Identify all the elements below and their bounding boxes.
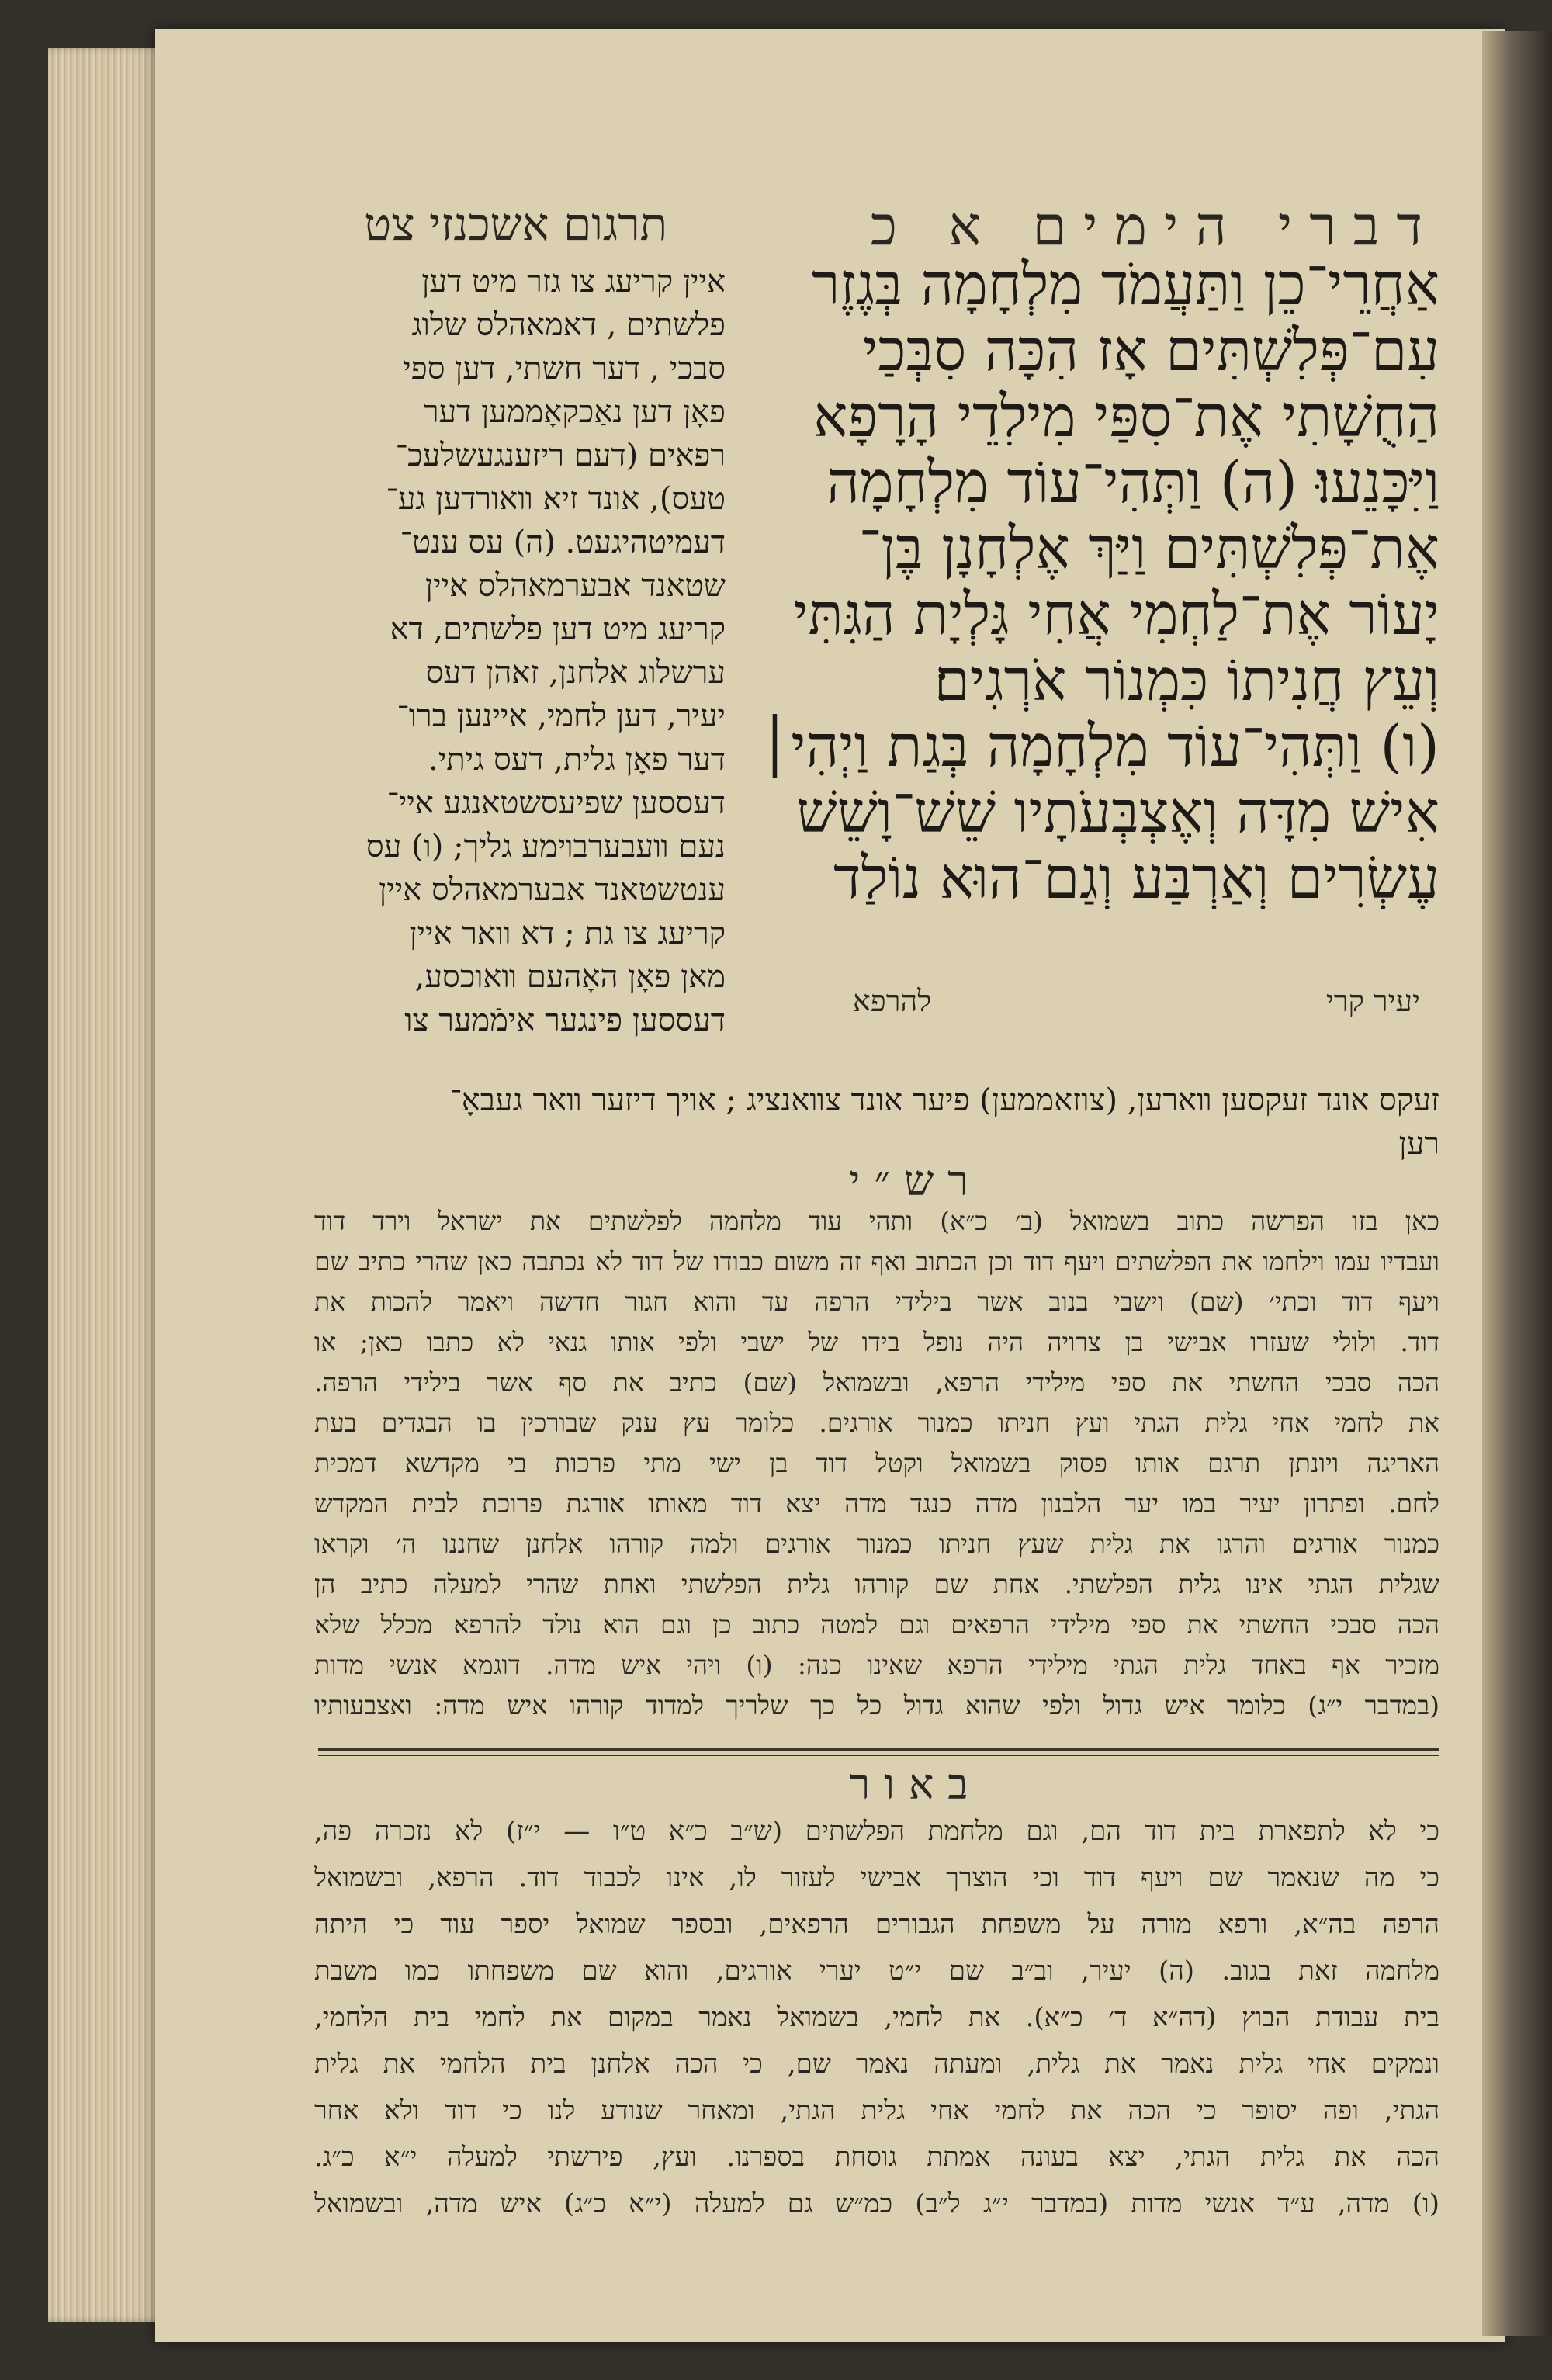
- biur-line: כי מה שנאמר שם ויעף דוד וכי הוצרך אבישי לעזור לו, אינו לכבוד דוד. הרפא, ובשמואל: [314, 1862, 1439, 1893]
- translation-line: דעססען פינגער אימֿמער צו: [404, 1003, 726, 1038]
- biur-line: הרפה בה״א, ורפא מורה על משפחת הגבורים הרפאים, ובספר שמואל יספר עוד כי היתה: [314, 1909, 1439, 1940]
- running-header-translation-title: תרגום אשכנזי צט: [364, 198, 667, 251]
- rashi-line: הכה סבכי החשתי את ספי מילידי הרפא, ובשמואל (שם) כתיב את סף אשר בילידי הרפה.: [314, 1367, 1439, 1398]
- rashi-line: (במדבר י״ג) כלומר איש גדול ולפי שהוא גדול כל כך שלריך למדוד קורהו איש מדה: ואצבעותיו: [314, 1690, 1439, 1720]
- verse-line: (ו) וַתְּהִי־עוֹד מִלְחָמָה בְּגַת וַיְהִי׀: [758, 714, 1439, 780]
- rashi-line: ועבדיו עמו וילחמו את הפלשתים ויעף דוד וכן הכתוב ואף זה משום כבודו של דוד לא נכתבה כאן שהרי כתיב שם: [314, 1246, 1439, 1277]
- biur-line: ונמקים אחי גלית נאמר את גלית, ומעתה נאמר שם, כי הכה אלחנן בית הלחמי את גלית: [314, 2049, 1439, 2080]
- rashi-line: הכה סבכי החשתי את ספי מילידי הרפאים וגם למטה כתוב כן וגם הוא נולד להרפא מכלל שלא: [314, 1609, 1439, 1640]
- translation-line: איין קריעג צו גזר מיט דען: [421, 264, 726, 300]
- translation-line: שטאנד אבערמאהלס איין: [424, 568, 726, 604]
- rashi-line: שגלית הגתי אינו גלית הפלשתי. אחת שם קורהו גלית הפלשתי ואחת שהרי למעלה כתיב הן: [314, 1569, 1439, 1599]
- rashi-line: כמנור אורגים והרגו את גלית שעץ חניתו כמנור אורגים ולמה קורהו אלחנן שחננו ה׳ וקראו: [314, 1529, 1439, 1559]
- german-translation-column: [314, 260, 726, 1042]
- translation-line: רען: [1398, 1126, 1439, 1162]
- biur-line: (ו) מדה, ע״ד אנשי מדות (במדבר י״ג ל״ב) כמ״ש גם למעלה (י״א כ״ג) איש מדה, ובשמואל: [314, 2188, 1439, 2219]
- verse-line: עֶשְׂרִים וְאַרְבַּע וְגַם־הוּא נוֹלַד: [833, 846, 1439, 912]
- translation-line: זעקס אונד זעקסען װארען, (צוזאממען) פיער אונד צװאנציג ; אויך דיזער װאר געבאָ־: [449, 1083, 1439, 1118]
- verse-line: אֶת־פְּלִשְׁתִּים וַיַּךְ אֶלְחָנָן בֶּן־: [858, 516, 1439, 582]
- verse-line: וְעֵץ חֲנִיתוֹ כִּמְנוֹר אֹרְגִים׃: [934, 648, 1439, 714]
- translation-line: ענטשטאנד אבערמאהלס איין: [379, 872, 726, 908]
- translation-line: דער פאָן גלית, דעס גיתי.: [428, 742, 726, 778]
- book-gutter: [1482, 31, 1552, 2336]
- biur-line: הכה את גלית הגתי, יצא בעונה אמתת גוסחת בספרנו. ועץ, פירשתי למעלה י״א כ״ג.: [314, 2142, 1439, 2173]
- biblical-text: [741, 252, 1439, 912]
- verse-line: עִם־פְּלִשְׁתִּים אָז הִכָּה סִבְּכַי: [862, 318, 1439, 384]
- rashi-line: דוד. ולולי שעזרו אבישי בן צרויה היה נופל בידו של ישבי ולפי אותו גנאי לא כתבו כאן; או: [314, 1327, 1439, 1357]
- translation-line: סבכי , דער חשתי, דען ספי: [403, 351, 726, 386]
- rashi-line: לחם. ופתרון יעיר במו יער הלבנון מדה כנגד מדה יצא דוד מאותו אורגת פרוכת לבית המקדש: [314, 1488, 1439, 1519]
- biur-line: בית עבודת הבוץ (דה״א ד׳ כ״א). את לחמי, בשמואל נאמר במקום את לחמי בית הלחמי,: [314, 2002, 1439, 2033]
- rashi-line: ויעף דוד וכתי׳ (שם) וישבי בנוב אשר בילידי הרפה עד והוא חגור חדשה ויאמר להכות את: [314, 1287, 1439, 1317]
- translation-line: קריעג מיט דען פלשתים, דא: [390, 611, 726, 647]
- translation-line: טעס), אונד זיא װאורדען גע־: [386, 481, 726, 517]
- rashi-line: את לחמי אחי גלית הגתי ועץ חניתו כמנור אורגים. כלומר עץ ענק שבורכין בו הבגדים בעת: [314, 1408, 1439, 1438]
- rashi-commentary: [314, 1201, 1439, 1726]
- translation-line: קריעג צו גת ; דא װאר איין: [409, 916, 726, 951]
- biur-title: באור: [849, 1760, 982, 1809]
- translation-line: דעמיטהיגעט. (ה) עס ענט־: [400, 525, 726, 560]
- biur-line: מלחמה זאת בגוב. (ה) יעיר, וב״ב שם י״ט יערי אורגים, והוא שם משפחתו כמו משבת: [314, 1956, 1439, 1987]
- biur-line: הגתי, ופה יסופר כי הכה את לחמי אחי גלית הגתי, ומאחר שנודע לנו כי דוד ולא אחר: [314, 2095, 1439, 2126]
- running-header-book-title: דברי הימים א כ: [870, 194, 1439, 258]
- rashi-line: האריגה ויונתן תרגם אותו פסוק בשמואל וקטל דוד בן ישי מתי פרכות בי מקדשא דמכית: [314, 1448, 1439, 1478]
- translation-line: פלשתים , דאמאהלס שלוג: [411, 307, 726, 343]
- biur-line: כי לא לתפארת בית דוד הם, וגם מלחמת הפלשתים (ש״ב כ״א ט״ו — י״ז) לא נזכרה פה,: [314, 1816, 1439, 1847]
- translation-line: יעיר, דען לחמי, איינען ברו־: [397, 698, 726, 734]
- rashi-title: רש״י: [849, 1156, 982, 1205]
- translation-line: ערשלוג אלחנן, זאהן דעס: [425, 655, 726, 691]
- section-divider: [318, 1748, 1439, 1751]
- catchword-qere: יעיר קרי: [1325, 984, 1420, 1018]
- verse-line: אִישׁ מִדָּה וְאֶצְבְּעֹתָיו שֵׁשׁ־וָשֵׁשׁ: [796, 780, 1439, 846]
- biur-commentary: [314, 1808, 1439, 2227]
- catchword-next: להרפא: [852, 984, 931, 1018]
- translation-line: נעם װעבערבױמע גליך; (ו) עס: [365, 829, 726, 864]
- translation-line: פאָן דען נאַכקאָממען דער: [423, 394, 726, 430]
- translation-line: רפאים (דעם ריזענגעשלעכ־: [395, 438, 726, 473]
- verse-line: וַיִּכָּנֵעוּ׃ (ה) וַתְּהִי־עוֹד מִלְחָמָה: [826, 450, 1439, 516]
- translation-line: מאן פאָן האָהעם װאוכסע,: [414, 959, 726, 995]
- book-page-edges: [48, 48, 165, 2322]
- verse-line: יָעוֹר אֶת־לַחְמִי אֲחִי גָּלְיָת הַגִּתִּי: [793, 582, 1439, 648]
- translation-continuation: [314, 1079, 1439, 1166]
- rashi-line: כאן בזו הפרשה כתוב בשמואל (ב׳ כ״א) ותהי עוד מלחמה לפלשתים את ישראל וירד דוד: [314, 1206, 1439, 1236]
- translation-line: דעססען שפיעסשטאנגע איי־: [386, 785, 726, 821]
- verse-line: אַחֲרֵי־כֵן וַתַּעֲמֹד מִלְחָמָה בְּגֶזֶר: [811, 252, 1439, 318]
- verse-line: הַחֻשָׁתִי אֶת־סִפַּי מִילִדֵי הָרָפָא: [813, 384, 1439, 450]
- section-divider-thin: [318, 1755, 1439, 1756]
- rashi-line: מזכיר אף באחד גלית הגתי מילידי הרפא שאינו כנה: (ו) ויהי איש מדה. דוגמא אנשי מדות: [314, 1650, 1439, 1680]
